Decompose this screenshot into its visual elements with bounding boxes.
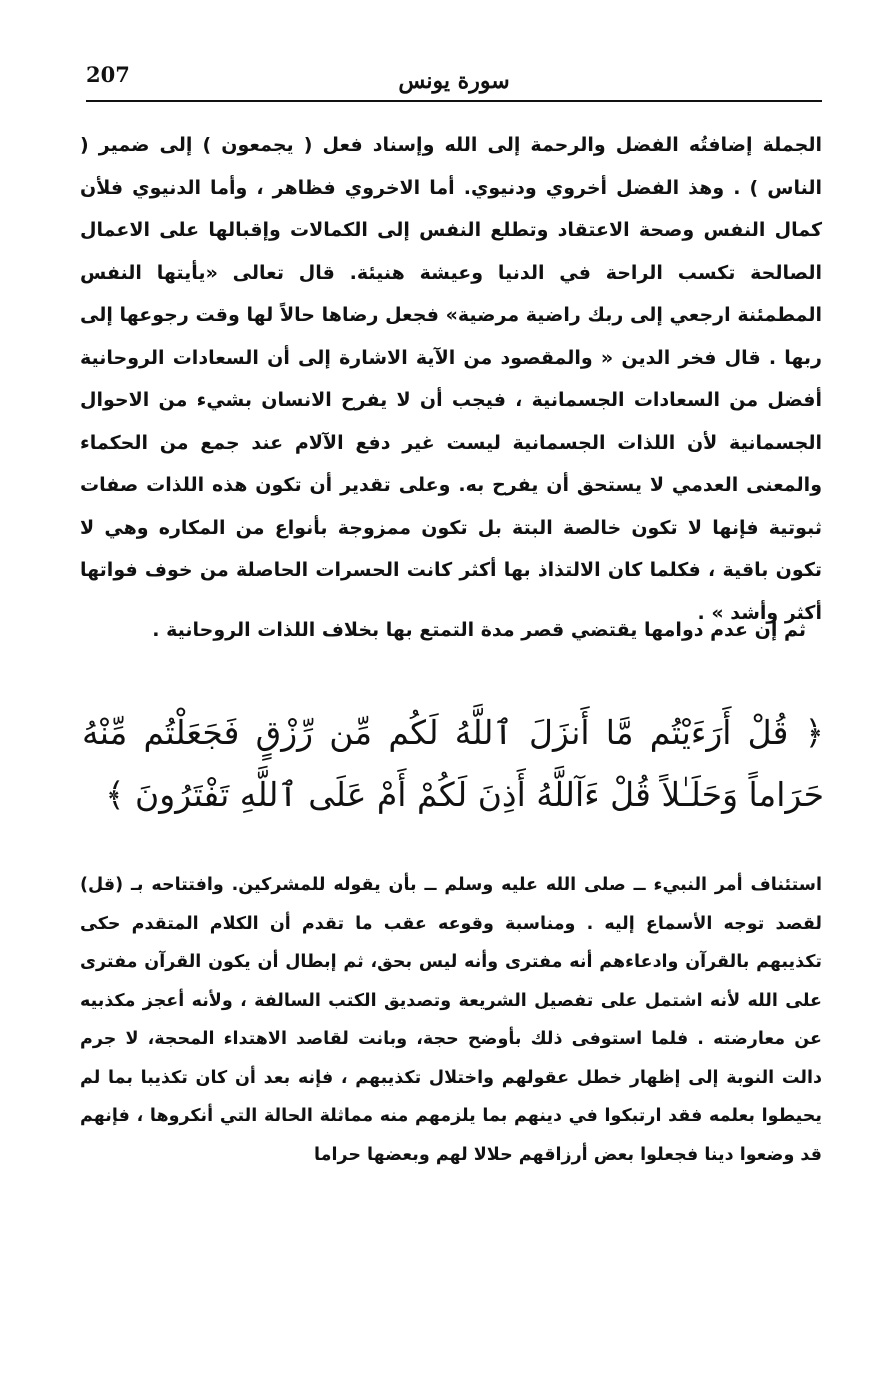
header-divider <box>86 100 822 102</box>
commentary-paragraph-2: ثم إن عدم دوامها يقتضي قصر مدة التمتع بها بخلاف اللذات الروحانية . <box>152 619 806 641</box>
commentary-paragraph-3: استئناف أمر النبيء ــ صلى الله عليه وسلم ــ بأن يقوله للمشركين. وافتتاحه بـ (قل) لقصد توجه الأسماع إليه . ومناسبة وقوعه عقب ما تقدم أن الكلام المتقدم حكى تكذيبهم بالقرآن وادعاءهم أنه مفترى وأنه ليس بحق، ثم إبطال أن يكون القرآن مفترى على الله لأنه اشتمل على تفصيل الشريعة وتصديق الكتب السالفة ، ولأنه أعجز مكذبيه عن معارضته . فلما استوفى ذلك بأوضح حجة، وبانت لقاصد الاهتداء المحجة، لا جرم دالت النوبة إلى إظهار خطل عقولهم واختلال تكذيبهم ، فإنه بعد أن كان تكذيبا بما لم يحيطوا بعلمه فقد ارتبكوا في دينهم بما يلزمهم منه مماثلة الحالة التي أنكروها ، فإنهم قد وضعوا دينا فجعلوا بعض أرزاقهم حلالا لهم وبعضها حراما <box>80 875 822 1165</box>
page-number: 207 <box>86 62 130 87</box>
commentary-paragraph-1: الجملة إضافتُه الفضل والرحمة إلى الله وإسناد فعل ( يجمعون ) إلى ضمير ( الناس ) . وهذ الفضل أخروي ودنيوي. أما الاخروي فظاهر ، وأما الدنيوي فلأن كمال النفس وصحة الاعتقاد وتطلع النفس إلى الكمالات وإقبالها على الاعمال الصالحة تكسب الراحة في الدنيا وعيشة هنيئة. قال تعالى «يأيتها النفس المطمئنة ارجعي إلى ربك راضية مرضية» فجعل رضاها حالاً لها وقت رجوعها إلى ربها . قال فخر الدين « والمقصود من الآية الاشارة إلى أن السعادات الروحانية أفضل من السعادات الجسمانية ، فيجب أن لا يفرح الانسان بشيء من الاحوال الجسمانية لأن اللذات الجسمانية ليست غير دفع الآلام عند جمع من الحكماء والمعنى العدمي لا يستحق أن يفرح به. وعلى تقدير أن تكون هذه اللذات صفات ثبوتية فإنها لا تكون خالصة البتة بل تكون ممزوجة بأنواع من المكاره وهي لا تكون باقية ، فكلما كان الالتذاذ بها أكثر كانت الحسرات الحاصلة من خوف فواتها أكثر وأشد » . <box>80 134 822 624</box>
surah-title: سورة يونس <box>398 68 510 94</box>
quran-verse: ﴿ قُلْ أَرَءَيْتُم مَّا أَنزَلَ ٱللَّهُ لَكُم مِّن رِّزْقٍ فَجَعَلْتُم مِّنْهُ حَرَاماً وَحَلَـٰلاً قُلْ ءَآللَّهُ أَذِنَ لَكُمْ أَمْ عَلَى ٱللَّهِ تَفْتَرُونَ ﴾ <box>82 713 824 814</box>
page-header <box>86 58 822 102</box>
